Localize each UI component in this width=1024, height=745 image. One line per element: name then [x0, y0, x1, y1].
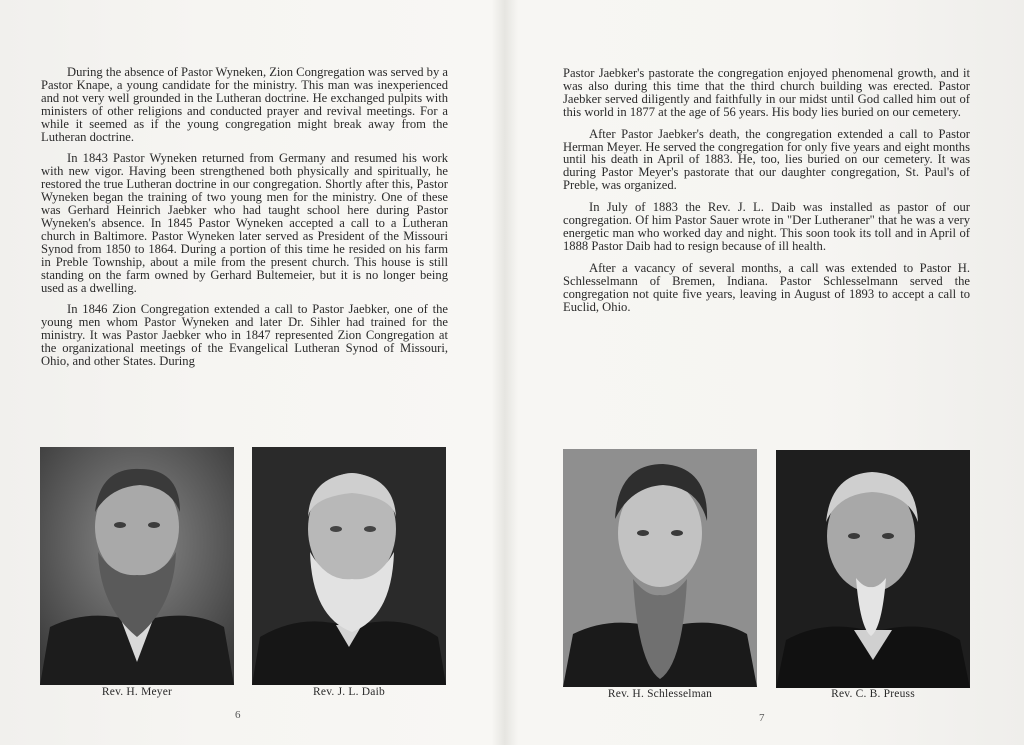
right-page [505, 0, 1024, 745]
portrait-daib [252, 447, 446, 685]
left-page-text [41, 66, 448, 377]
paragraph: In 1843 Pastor Wyneken returned from Germany and resumed his work with new vigor. Having been strengthened both physically and spiritually, he restored the true Lutheran doctrine in our congregation. Shortly after this, Pastor Wyneken began the training of two young men for the ministry. One of these was Gerhard Heinrich Jaebker who had taught school here during Pastor Wyneken's absence. In 1845 Pastor Wyneken accepted a call to a Lutheran church in Baltimore. Pastor Wyneken later served as President of the Missouri Synod from 1850 to 1864. During a portion of this time he resided on his farm in Preble Township, about a mile from the present church. This house is still standing on the farm owned by Gerhard Bultemeier, but it is no longer being used as a dwelling. [41, 151, 448, 295]
caption-preuss: Rev. C. B. Preuss [831, 688, 915, 700]
caption-schlesselman: Rev. H. Schlesselman [607, 688, 713, 700]
paragraph: In 1846 Zion Congregation extended a call to Pastor Jaebker, one of the young men whom Pastor Wyneken and later Dr. Sihler had trained for the ministry. It was Pastor Jaebker who in 1847 represented Zion Congregation at the organizational meetings of the Evangelical Lutheran Synod of Missouri, Ohio, and other States. During [41, 302, 448, 369]
caption-meyer: Rev. H. Meyer [101, 686, 173, 698]
paragraph: Pastor Jaebker's pastorate the congregation enjoyed phenomenal growth, and it was also during this time that the third church building was erected. Pastor Jaebker served diligently and faithfully in our midst until God called him out of this world in 1877 at the age of 56 years. His body lies buried on our cemetery. [563, 66, 970, 119]
right-page-text [563, 67, 970, 322]
paragraph: After a vacancy of several months, a call was extended to Pastor H. Schlesselmann of Bremen, Indiana. Pastor Schlesselmann served the congregation not quite five years, leaving in August of 1893 to accept a call to Euclid, Ohio. [563, 260, 970, 314]
left-page [0, 0, 505, 745]
portrait-preuss [776, 450, 970, 688]
portrait-meyer [40, 447, 234, 685]
portrait-schlesselman [563, 449, 757, 687]
page-number: 7 [759, 712, 765, 724]
paragraph: In July of 1883 the Rev. J. L. Daib was installed as pastor of our congregation. Of him Pastor Sauer wrote in "Der Lutheraner" that he was a very energetic man who worked day and night. This soon took its toll and in April of 1888 Pastor Daib had to resign because of ill health. [563, 200, 970, 253]
paragraph: During the absence of Pastor Wyneken, Zion Congregation was served by a Pastor Knape, a young candidate for the ministry. This man was inexperienced and not very well grounded in the Lutheran doctrine. He exchanged pulpits with ministers of other religions and conducted prayer and revival meetings. For a while it seemed as if the young congregation might break away from the Lutheran doctrine. [41, 65, 448, 144]
page-number: 6 [235, 709, 241, 721]
caption-daib: Rev. J. L. Daib [313, 686, 385, 698]
paragraph: After Pastor Jaebker's death, the congregation extended a call to Pastor Herman Meyer. He served the congregation for only five years and eight months until his death in April of 1883. He, too, lies buried on our cemetery. It was during Pastor Meyer's pastorate that our daughter congregation, St. Paul's of Preble, was organized. [563, 126, 970, 193]
